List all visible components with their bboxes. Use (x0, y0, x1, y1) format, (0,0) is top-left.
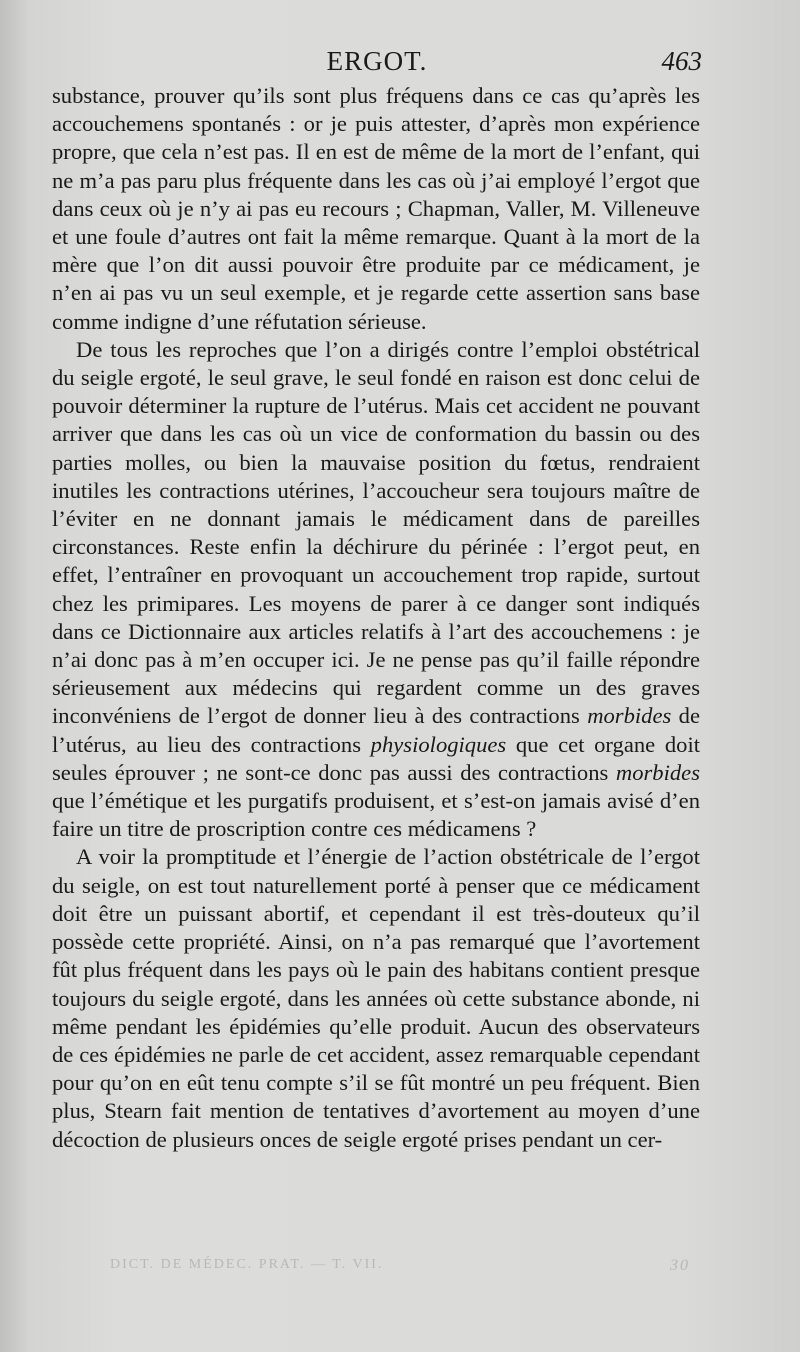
paragraph-1 (52, 82, 700, 336)
paragraph-3 (52, 843, 700, 1153)
paragraph-2 (52, 336, 700, 844)
italic-term: physiologiques (370, 731, 507, 757)
text-run: de l’utérus, au lieu des contractions (52, 703, 700, 757)
page-number: 463 (661, 46, 702, 76)
text-run: De tous les reproches que l’on a dirigés contre l’emploi obstétrical du seigle ergoté, le seul grave, le seul fondé en raison est donc celui de pouvoir déterminer la rupture de l’utérus. Mais cet accident ne pouvant arriver que dans les cas où un vice de conformation du bassin ou des parties molles, ou bien la mauvaise position du fœtus, rendraient inutiles les contractions utérines, l’accoucheur sera toujours maître de l’éviter en ne donnant jamais le médicament dans de pareilles circonstances. Reste enfin la déchirure du périnée : l’ergot peut, en effet, l’entraîner en provoquant un accouchement trop rapide, surtout chez les primipares. Les moyens de parer à ce danger sont indiqués dans ce Dictionnaire aux articles relatifs à l’art des accouchemens : je n’ai donc pas à m’en occuper ici. Je ne pense pas qu’il faille répondre sérieusement aux médecins qui regardent comme un des graves inconvéniens de l’ergot de donner lieu à des contractions (52, 336, 700, 729)
running-title: ERGOT. (326, 46, 428, 76)
text-run: substance, prouver qu’ils sont plus fréquens dans ce cas qu’après les accouchemens spontanés : or je puis attester, d’après mon expérience propre, que cela n’est pas. Il en est de même de la mort de l’enfant, qui ne m’a pas paru plus fréquente dans les cas où j’ai employé l’ergot que dans ceux où je n’y ai pas eu recours ; Chapman, Valler, M. Villeneuve et une foule d’autres ont fait la même remarque. Quant à la mort de la mère que l’on dit aussi pouvoir être produite par ce médicament, je n’en ai pas vu un seul exemple, et je regarde cette assertion sans base comme indigne d’une réfutation sérieuse. (52, 83, 700, 334)
italic-term: morbides (615, 759, 700, 785)
text-run: que cet organe doit seules éprouver ; ne sont-ce donc pas aussi des contractions (52, 731, 701, 785)
body-text (52, 82, 700, 1154)
signature-number: 30 (670, 1257, 690, 1274)
text-run: que l’émétique et les purgatifs produisent, et s’est-on jamais avisé d’en faire un titre de proscription contre ces médicamens ? (52, 788, 700, 842)
italic-term: morbides (587, 703, 672, 729)
signature-text: DICT. DE MÉDEC. PRAT. — T. VII. (110, 1257, 384, 1272)
running-head (52, 46, 702, 86)
text-run: A voir la promptitude et l’énergie de l’action obstétricale de l’ergot du seigle, on est tout naturellement porté à penser que ce médicament doit être un puissant abortif, et cependant il est très-douteux qu’il possède cette propriété. Ainsi, on n’a pas remarqué que l’avortement fût plus fréquent dans les pays où le pain des habitans contient presque toujours du seigle ergoté, dans les années où cette substance abonde, ni même pendant les épidémies qu’elle produit. Aucun des observateurs de ces épidémies ne parle de cet accident, assez remarquable cependant pour qu’on en eût tenu compte s’il se fût montré un peu fréquent. Bien plus, Stearn fait mention de tentatives d’avortement au moyen d’une décoction de plusieurs onces de seigle ergoté prises pendant un cer- (52, 844, 700, 1152)
